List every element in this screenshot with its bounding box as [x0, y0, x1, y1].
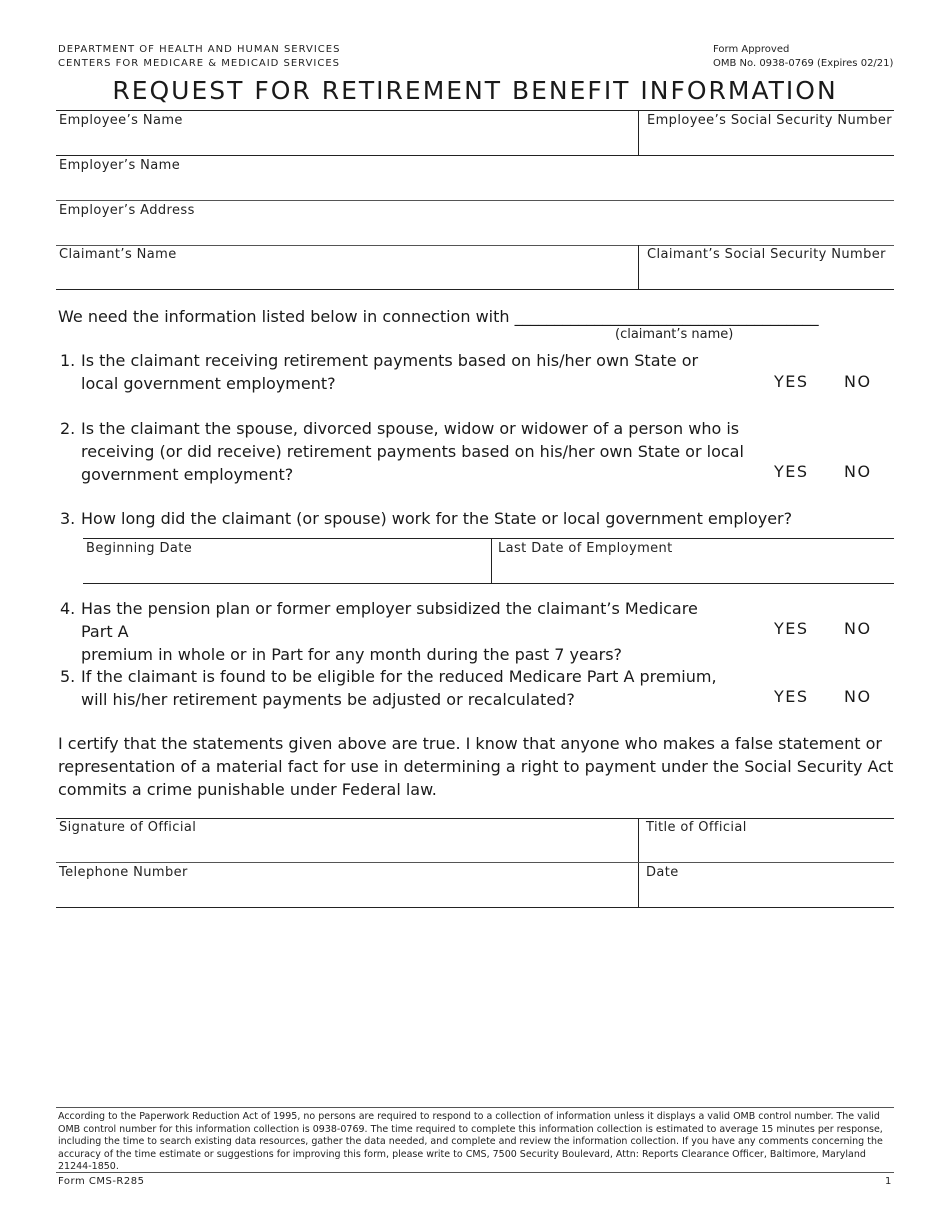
employee-ssn-label: Employee’s Social Security Number: [647, 113, 893, 128]
question-1-no[interactable]: NO: [844, 372, 872, 391]
claimant-ssn-field[interactable]: [640, 245, 894, 290]
question-4-text: [81, 597, 731, 666]
question-4-line-1: Has the pension plan or former employer subsidized the claimant’s Medicare Part A: [81, 599, 698, 641]
question-5-text: [81, 665, 731, 711]
question-4-no[interactable]: NO: [844, 619, 872, 638]
question-2-line-3: government employment?: [81, 465, 294, 484]
telephone-field[interactable]: [56, 862, 638, 907]
question-2-text: [81, 417, 761, 486]
claimant-name-field[interactable]: [56, 245, 638, 290]
date-label: Date: [646, 865, 679, 880]
certification-line-3: commits a crime punishable under Federal law.: [58, 780, 437, 799]
divider: [56, 907, 894, 908]
question-number: 3.: [60, 509, 76, 528]
employer-name-label: Employer’s Name: [59, 158, 181, 173]
employer-name-field[interactable]: [56, 155, 894, 200]
telephone-label: Telephone Number: [59, 865, 188, 880]
divider: [56, 1172, 894, 1173]
question-5-line-2: will his/her retirement payments be adjusted or recalculated?: [81, 690, 575, 709]
question-4-yes[interactable]: YES: [774, 619, 809, 638]
last-date-field[interactable]: [493, 538, 894, 583]
omb-approval: [713, 43, 893, 71]
question-number: 5.: [60, 667, 76, 686]
employee-name-field[interactable]: [56, 110, 638, 155]
form-title: REQUEST FOR RETIREMENT BENEFIT INFORMATION: [112, 76, 838, 105]
claimant-ssn-label: Claimant’s Social Security Number: [647, 247, 886, 262]
divider: [83, 583, 894, 584]
form-id: Form CMS-R285: [58, 1176, 145, 1187]
approval-line-1: Form Approved: [713, 44, 790, 55]
beginning-date-label: Beginning Date: [86, 541, 193, 556]
claimant-name-blank[interactable]: [486, 305, 852, 328]
question-5-no[interactable]: NO: [844, 687, 872, 706]
certification-line-2: representation of a material fact for use in determining a right to payment under the Social Security Act: [58, 757, 894, 776]
certification-statement: [58, 732, 898, 801]
official-title-field[interactable]: [640, 818, 894, 862]
employer-address-field[interactable]: [56, 200, 894, 245]
divider: [638, 110, 639, 155]
question-5-yes[interactable]: YES: [774, 687, 809, 706]
question-number: 1.: [60, 351, 76, 370]
agency-line-2: CENTERS FOR MEDICARE & MEDICAID SERVICES: [58, 58, 341, 69]
question-number: 2.: [60, 419, 76, 438]
signature-label: Signature of Official: [59, 820, 197, 835]
question-2-line-2: receiving (or did receive) retirement payments based on his/her own State or local: [81, 442, 744, 461]
question-1-line-1: Is the claimant receiving retirement payments based on his/her own State or: [81, 351, 699, 370]
question-1-text: [81, 349, 731, 395]
question-number: 4.: [60, 599, 76, 618]
certification-line-1: I certify that the statements given above are true. I know that anyone who makes a false statement or: [58, 734, 882, 753]
question-4-line-2: premium in whole or in Part for any month during the past 7 years?: [81, 645, 623, 664]
agency-line-1: DEPARTMENT OF HEALTH AND HUMAN SERVICES: [58, 44, 341, 55]
question-2-no[interactable]: NO: [844, 462, 872, 481]
question-2-line-1: Is the claimant the spouse, divorced spouse, widow or widower of a person who is: [81, 419, 740, 438]
page-number: 1: [885, 1176, 892, 1187]
claimant-name-label: Claimant’s Name: [59, 247, 177, 262]
approval-line-2: OMB No. 0938-0769 (Expires 02/21): [713, 58, 894, 69]
claimant-name-sublabel: (claimant’s name): [615, 327, 734, 342]
date-field[interactable]: [640, 862, 894, 907]
divider: [491, 538, 492, 583]
question-5-line-1: If the claimant is found to be eligible for the reduced Medicare Part A premium,: [81, 667, 717, 686]
divider: [56, 289, 894, 290]
employer-address-label: Employer’s Address: [59, 203, 195, 218]
question-1-line-2: local government employment?: [81, 374, 336, 393]
question-1-yes[interactable]: YES: [774, 372, 809, 391]
question-3-text: How long did the claimant (or spouse) work for the State or local government employer?: [81, 509, 793, 528]
paperwork-reduction-notice: According to the Paperwork Reduction Act of 1995, no persons are required to respond to a collection of information unless it displays a valid OMB control number. The valid OMB control number for this information collection is 0938-0769. The time required to complete this information collection is estimated to average 15 minutes per response, including the time to search existing data resources, gather the data needed, and complete and review the information collection. If you have any comments concerning the accuracy of the time estimate or suggestions for improving this form, please write to CMS, 7500 Security Boulevard, Attn: Reports Clearance Officer, Baltimore, Maryland 21244-1850.: [58, 1111, 883, 1172]
signature-field[interactable]: [56, 818, 638, 862]
beginning-date-field[interactable]: [83, 538, 491, 583]
divider: [56, 1107, 894, 1108]
intro-text: We need the information listed below in connection with ______________________________________: [58, 307, 819, 326]
agency-header: [58, 43, 340, 71]
employee-ssn-field[interactable]: [640, 110, 894, 155]
employee-name-label: Employee’s Name: [59, 113, 183, 128]
official-title-label: Title of Official: [646, 820, 747, 835]
last-date-label: Last Date of Employment: [498, 541, 673, 556]
divider: [638, 245, 639, 290]
question-2-yes[interactable]: YES: [774, 462, 809, 481]
